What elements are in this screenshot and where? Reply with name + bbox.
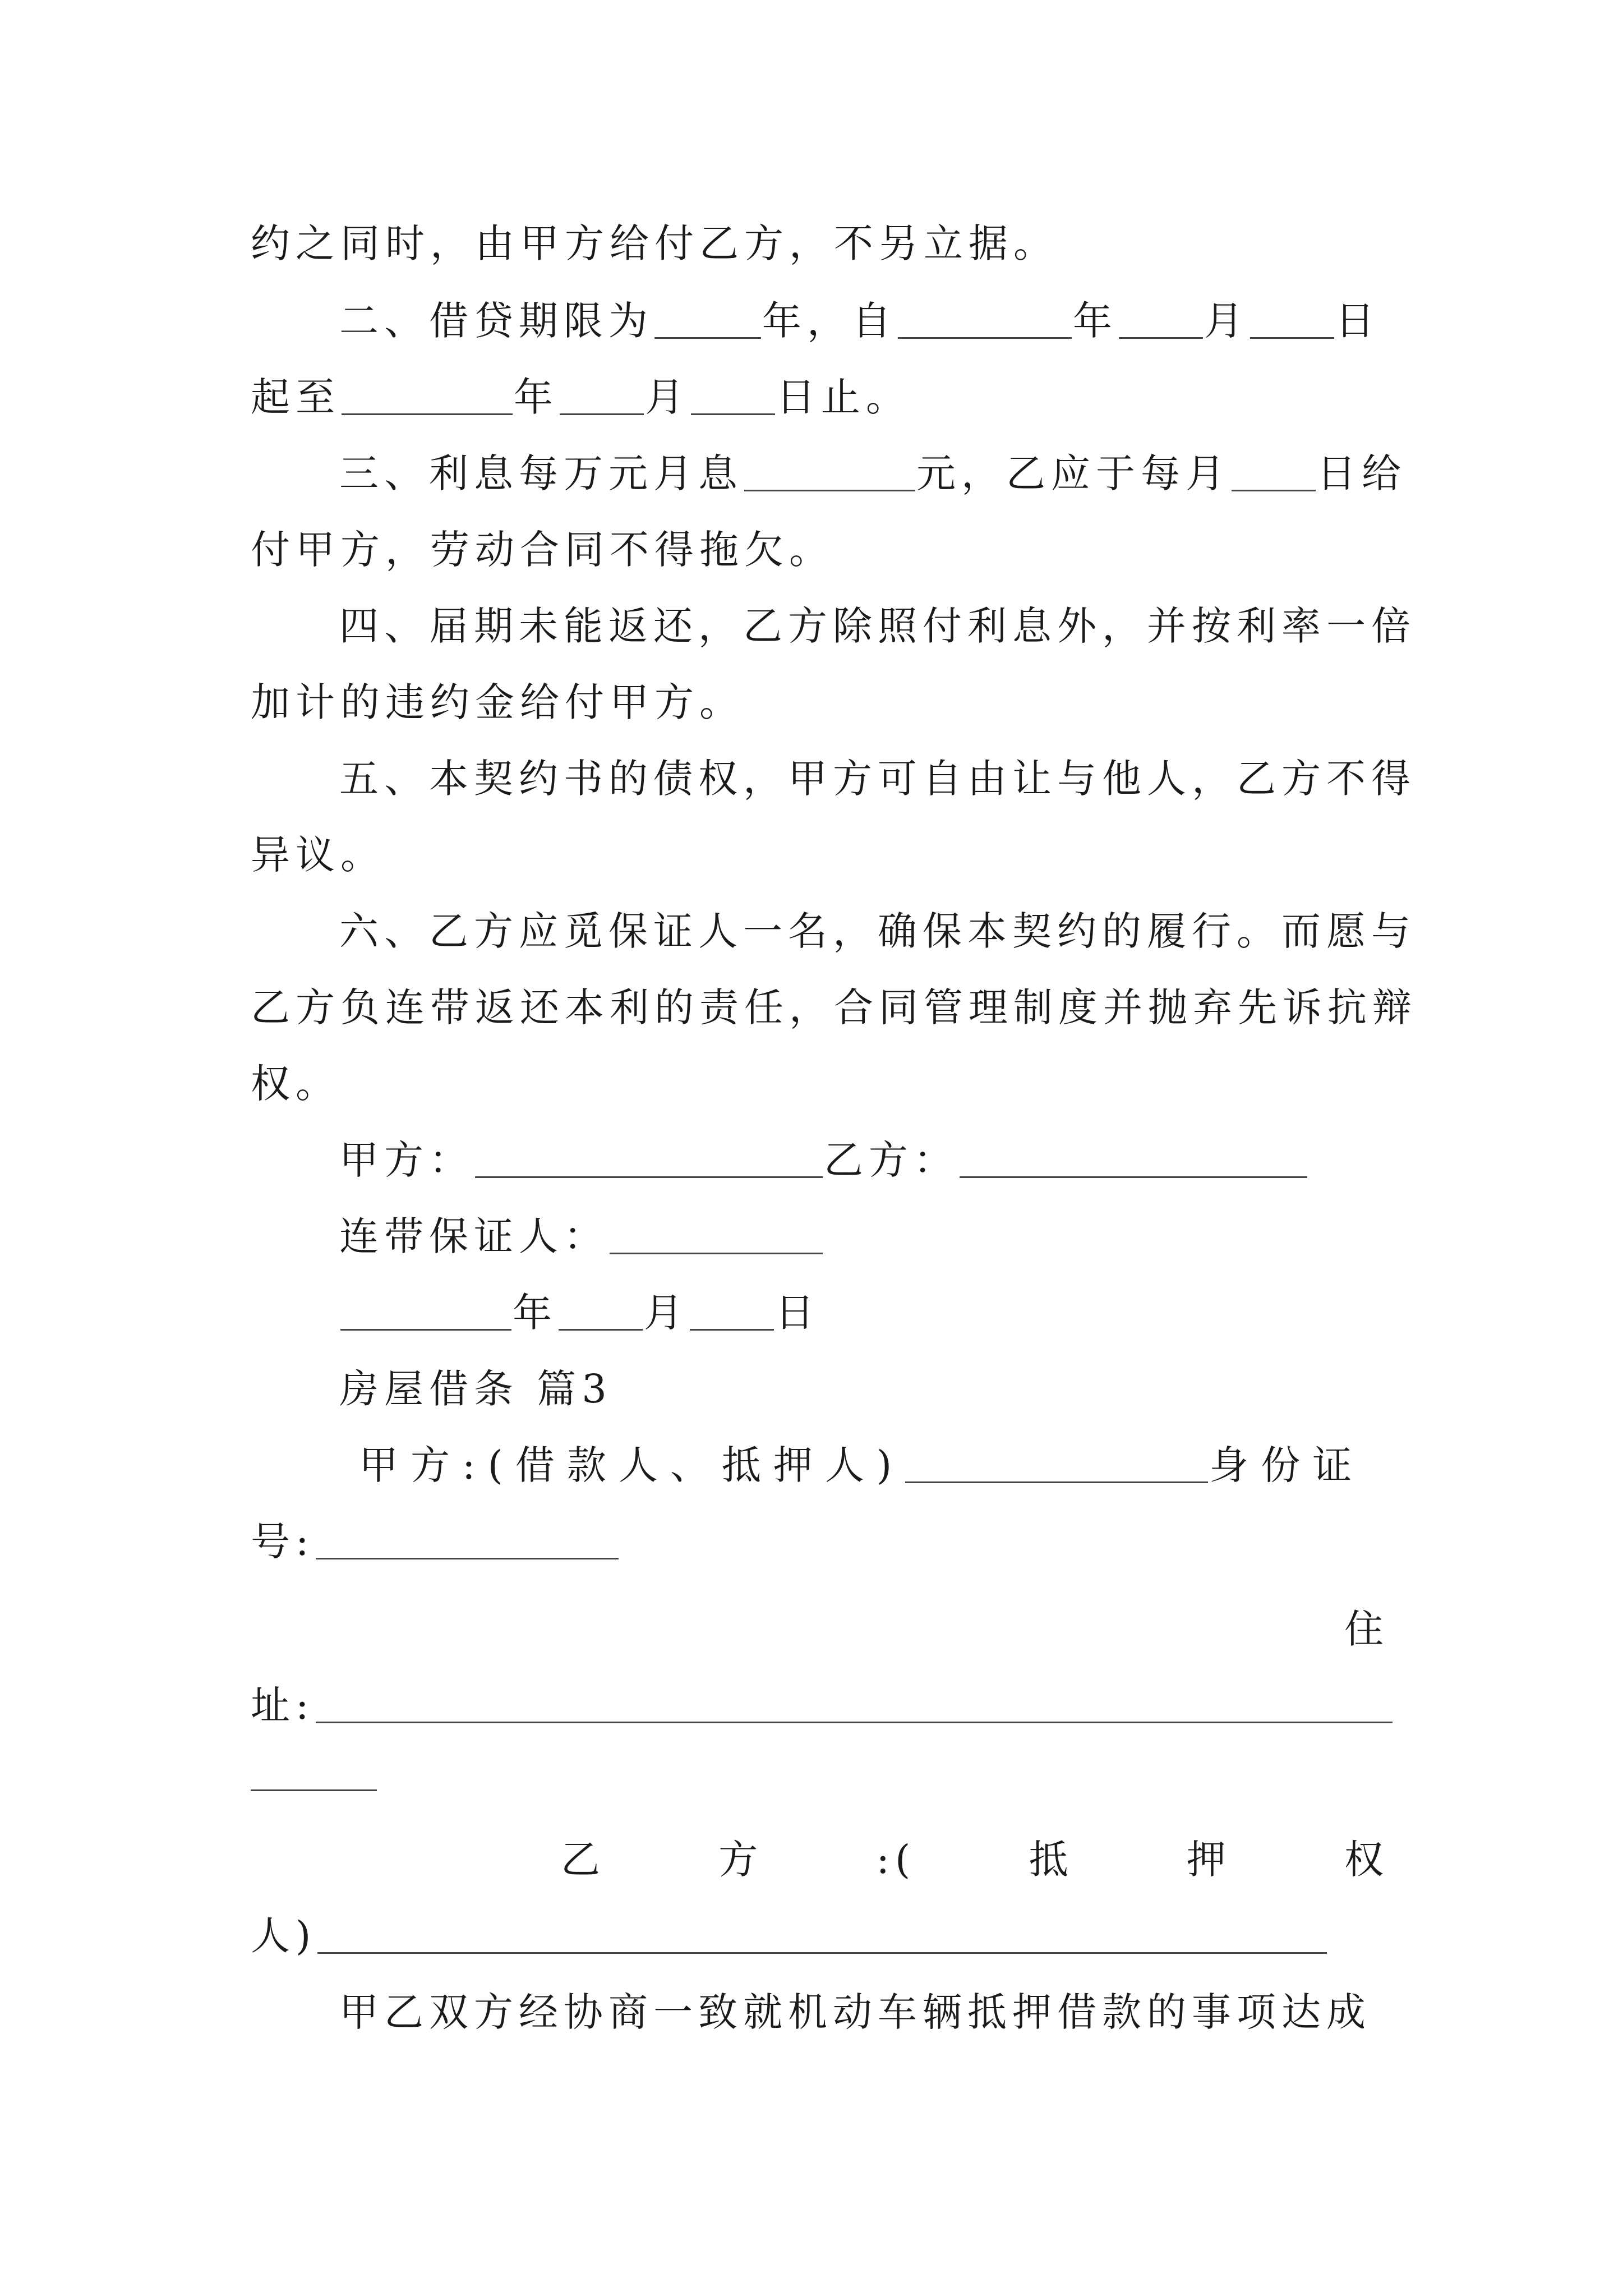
loan-term-end-line [251, 364, 1389, 431]
paragraph-line-9 [251, 821, 1389, 889]
paragraph-line-7 [251, 669, 1389, 736]
text: 月 [645, 374, 690, 420]
text: 年 [514, 374, 559, 420]
party-b-mortgagee-line [561, 1826, 1389, 1893]
text: 身份证 [1209, 1442, 1364, 1488]
text: 二、借贷期限为 [339, 298, 653, 344]
text: 月 [644, 1290, 689, 1336]
text: 日 [1335, 298, 1380, 344]
text: 付甲方，劳动合同不得拖欠。 [251, 527, 834, 573]
text: 年 [1073, 298, 1118, 344]
text: 日止。 [776, 374, 911, 420]
text: 乙 [561, 1837, 606, 1883]
address-line [251, 1672, 1389, 1739]
text: 日 [775, 1290, 820, 1336]
blank-field[interactable] [342, 374, 513, 415]
text: 起至 [251, 374, 340, 420]
party-a-signature-field[interactable] [475, 1137, 823, 1178]
paragraph-line-24 [339, 1978, 1389, 2046]
blank-field[interactable] [560, 374, 644, 415]
blank-field[interactable] [898, 298, 1072, 339]
text: 年 [513, 1290, 557, 1336]
paragraph-line-1 [251, 210, 1389, 277]
mortgagee-name-line [251, 1902, 1389, 1970]
guarantor-label: 连带保证人： [339, 1213, 608, 1259]
blank-field[interactable] [1232, 450, 1316, 491]
text: :( [876, 1837, 916, 1883]
text: 年，自 [762, 298, 897, 344]
text: 方 [718, 1837, 764, 1883]
party-a-borrower-line [359, 1432, 1389, 1499]
date-line [339, 1279, 1389, 1346]
paragraph-line-11 [251, 974, 1417, 1041]
text: 六、乙方应觅保证人一名，确保本契约的履行。而愿与 [339, 908, 1416, 954]
text: 四、届期未能返还，乙方除照付利息外，并按利率一倍 [339, 603, 1416, 649]
section-heading [339, 1355, 1389, 1423]
blank-field[interactable] [690, 1290, 774, 1331]
text: 乙方负连带返还本利的责任，合同管理制度并抛弃先诉抗辩 [251, 984, 1417, 1030]
text: 号: [251, 1519, 315, 1565]
address-label-line [251, 1595, 1389, 1663]
address-field-continuation[interactable] [251, 1789, 377, 1791]
text: 月 [1204, 298, 1249, 344]
text: 房屋借条 篇3 [339, 1366, 612, 1412]
blank-field[interactable] [1119, 298, 1203, 339]
text: 异议。 [251, 832, 385, 878]
loan-term-line [339, 287, 1389, 355]
blank-field[interactable] [340, 1290, 511, 1331]
text: 甲乙双方经协商一致就机动车辆抵押借款的事项达成 [339, 1989, 1371, 2035]
text: 三、利息每万元月息 [339, 450, 743, 496]
id-number-line [251, 1508, 1389, 1575]
address-field[interactable] [316, 1682, 1393, 1723]
party-a-label: 甲方： [339, 1137, 474, 1183]
paragraph-line-8 [339, 745, 1416, 812]
text: 抵 [1029, 1837, 1074, 1883]
blank-field[interactable] [744, 450, 915, 491]
blank-field[interactable] [1250, 298, 1334, 339]
text: 人) [251, 1913, 317, 1959]
guarantor-signature-field[interactable] [610, 1213, 823, 1254]
party-b-label: 乙方： [824, 1137, 958, 1183]
interest-line [339, 440, 1407, 507]
text: 权 [1344, 1837, 1389, 1883]
blank-field[interactable] [905, 1442, 1208, 1483]
text: 约之同时，由甲方给付乙方，不另立据。 [251, 220, 1058, 266]
guarantor-line [339, 1203, 1389, 1270]
blank-field[interactable] [559, 1290, 643, 1331]
paragraph-line-5 [251, 516, 1389, 583]
text: 押 [1186, 1837, 1232, 1883]
text: 住 [1344, 1606, 1389, 1652]
blank-field[interactable] [654, 298, 761, 339]
party-b-signature-field[interactable] [960, 1137, 1307, 1178]
text: 址: [251, 1682, 315, 1728]
paragraph-line-12 [251, 1050, 1389, 1117]
text: 五、本契约书的债权，甲方可自由让与他人，乙方不得 [339, 756, 1416, 802]
id-number-field[interactable] [316, 1519, 619, 1559]
text: 元，乙应于每月 [916, 450, 1230, 496]
blank-field[interactable] [691, 374, 775, 415]
text: 加计的违约金给付甲方。 [251, 679, 744, 725]
paragraph-line-6 [339, 592, 1416, 660]
text: 甲方:(借款人、抵押人) [359, 1442, 905, 1488]
text: 日给 [1317, 450, 1407, 496]
signature-parties-line [339, 1126, 1389, 1194]
text: 权。 [251, 1061, 340, 1107]
paragraph-line-10 [339, 898, 1416, 965]
mortgagee-name-field[interactable] [317, 1913, 1327, 1954]
